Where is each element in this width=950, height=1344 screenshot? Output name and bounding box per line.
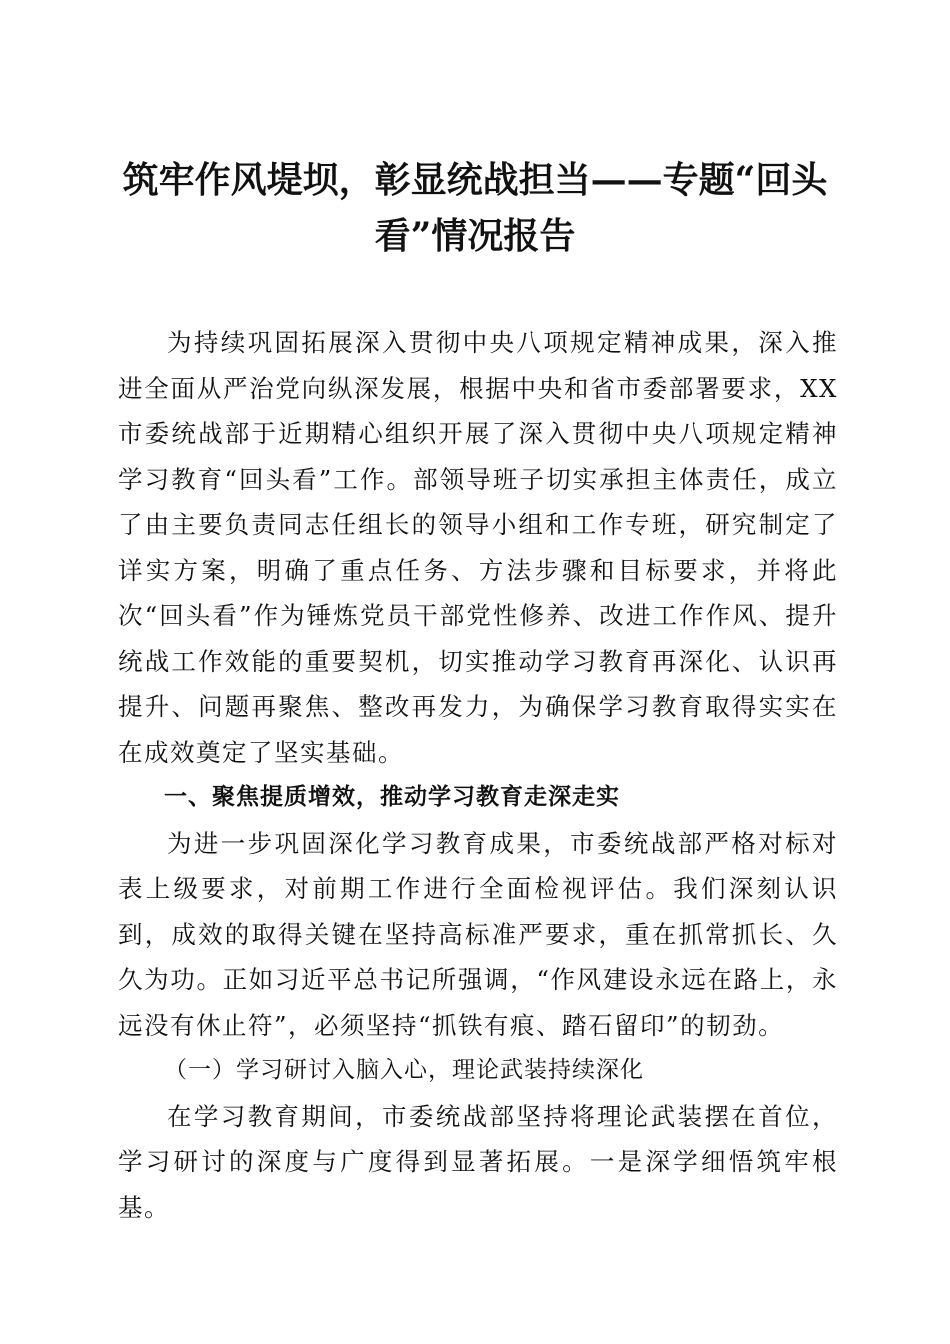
document-body	[118, 320, 838, 1230]
section-1-paragraph: 为进一步巩固深化学习教育成果，市委统战部严格对标对表上级要求，对前期工作进行全面检视评估。我们深刻认识到，成效的取得关键在坚持高标准严要求，重在抓常抓长、久久为功。正如习近平总书记所强调，“作风建设永远在路上，永远没有休止符”，必须坚持“抓铁有痕、踏石留印”的韧劲。	[118, 828, 838, 1040]
subsection-1-paragraph: 在学习教育期间，市委统战部坚持将理论武装摆在首位，学习研讨的深度与广度得到显著拓展。一是深学细悟筑牢根基。	[118, 1101, 838, 1222]
intro-paragraph: 为持续巩固拓展深入贯彻中央八项规定精神成果，深入推进全面从严治党向纵深发展，根据中央和省市委部署要求，XX市委统战部于近期精心组织开展了深入贯彻中央八项规定精神学习教育“回头看”工作。部领导班子切实承担主体责任，成立了由主要负责同志任组长的领导小组和工作专班，研究制定了详实方案，明确了重点任务、方法步骤和目标要求，并将此次“回头看”作为锤炼党员干部党性修养、改进工作作风、提升统战工作效能的重要契机，切实推动学习教育再深化、认识再提升、问题再聚焦、整改再发力，为确保学习教育取得实实在在成效奠定了坚实基础。	[118, 328, 838, 767]
section-heading-1: 一、聚焦提质增效，推动学习教育走深走实	[164, 784, 620, 810]
document-title: 筑牢作风堤坝，彰显统战担当——专题“回头看”情况报告	[122, 159, 828, 257]
subsection-heading-1: （一）学习研讨入脑入心，理论武装持续深化	[164, 1057, 644, 1083]
